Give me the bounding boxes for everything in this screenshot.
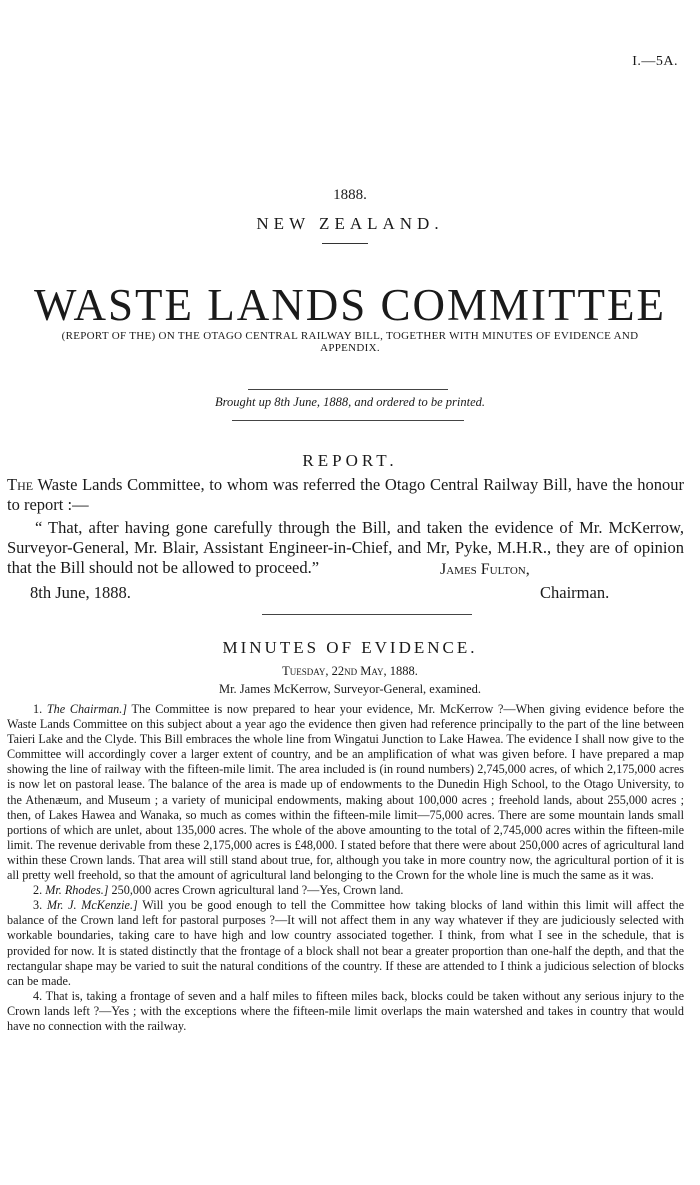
document-title: WASTE LANDS COMMITTEE — [34, 280, 666, 330]
question-number: 2. — [33, 883, 43, 898]
report-intro-text: Waste Lands Committee, to whom was referred the Otago Central Railway Bill, have the honour to report :— — [7, 475, 684, 514]
question-number: 4. — [33, 988, 43, 1003]
evidence-question — [7, 989, 684, 1034]
evidence-question — [7, 702, 684, 883]
question-text: 250,000 acres Crown agricultural land ?—Yes, Crown land. — [108, 883, 404, 898]
document-subtitle: (REPORT OF THE) ON THE OTAGO CENTRAL RAILWAY BILL, TOGETHER WITH MINUTES OF EVIDENCE AND APPENDIX. — [61, 330, 639, 354]
sitting-date: Tuesday, 22nd May, 1888. — [282, 664, 418, 678]
report-intro-paragraph — [7, 475, 684, 515]
divider-rule — [262, 614, 472, 615]
brought-up-note: Brought up 8th June, 1888, and ordered to be printed. — [214, 395, 486, 409]
divider-rule — [322, 243, 368, 244]
evidence-question — [7, 883, 684, 898]
chairman-signature-name: James Fulton, — [440, 561, 530, 578]
report-date: 8th June, 1888. — [30, 583, 131, 602]
question-speaker: The Chairman.] — [46, 702, 128, 716]
report-heading: REPORT. — [302, 451, 398, 470]
question-number: 1. — [33, 702, 43, 716]
chairman-role: Chairman. — [540, 583, 610, 602]
question-speaker: Mr. Rhodes.] — [45, 883, 109, 898]
paper-reference: I.—5A. — [632, 54, 678, 69]
question-text: That is, taking a frontage of seven and a half miles to fifteen miles back, blocks could be taken without any serious injury to the Crown lands left ?—Yes ; with the exceptions where the fifteen-mile limit overlaps the main watershed and takes in country that would have no connection with the railway. — [7, 988, 684, 1033]
question-text: The Committee is now prepared to hear your evidence, Mr. McKerrow ?—When giving evidence before the Waste Lands Committee on this subject about a year ago the evidence then given had reference principally to the part of the line between Taieri Lake and the Clyde. This Bill embraces the whole line from Wingatui Junction to Lake Hawea. The evidence I shall now give to the Committee will accordingly cover a larger extent of country, and be an amplification of what was given before. I have prepared a map showing the line of railway with the fifteen-mile limit. The area included is (in round numbers) 2,745,000 acres, of which 2,175,000 acres is now let on pastoral lease. The balance of the area is made up of endowments to the Dunedin High School, to the Otago University, to the Athenæum, and Museum ; a variety of municipal endowments, making about 100,000 acres ; freehold lands, about 255,000 acres ; then, of Lakes Hawea and Wanaka, so much as comes within the fifteen-mile limit—75,000 acres. There are some mountain lands small portions of which are unlet, about 135,000 acres. The whole of the above amounting to the total of 2,745,000 acres within the fifteen-mile limit. The revenue derivable from these 2,175,000 acres is £48,000. I stated before that there were about 250,000 acres of agricultural land within these Crown lands. That area will still stand about true, for, although you take in more country now, the agricultural portion of it is all pretty well freehold, so that the amount of agricultural land belonging to the Crown for the whole line is much the same as it was. — [7, 702, 684, 883]
question-speaker: Mr. J. McKenzie.] — [46, 898, 138, 913]
minutes-heading: MINUTES OF EVIDENCE. — [222, 638, 478, 657]
divider-rule — [248, 389, 448, 390]
report-intro-lead: The — [7, 475, 34, 494]
report-resolution-paragraph: “ That, after having gone carefully through the Bill, and taken the evidence of Mr. McKerrow, Surveyor-General, Mr. Blair, Assistant Engineer-in-Chief, and Mr, Pyke, M.H.R., they are of opinion that the Bill should not be allowed to proceed.” — [7, 518, 684, 577]
divider-rule — [232, 420, 464, 421]
evidence-body — [7, 702, 684, 1034]
evidence-question — [7, 898, 684, 989]
publication-year: 1888. — [333, 187, 367, 203]
witness-line: Mr. James McKerrow, Surveyor-General, examined. — [218, 682, 482, 696]
question-text: Will you be good enough to tell the Committee how taking blocks of land within this limit will affect the balance of the Crown land left for pastoral purposes ?—It will not affect them in any way whatever if they are judiciously selected with workable boundaries, taking care to have high and low country associated together. I think, from what I see in the schedule, that is provided for now. It is stated distinctly that the frontage of a block shall not bear a greater proportion than one-half the depth, and that the rectangular shape may be varied to suit the natural conditions of the country. If these are attended to I think a judicious selection of blocks can be made. — [7, 898, 684, 988]
country-heading: NEW ZEALAND. — [256, 214, 444, 233]
question-number: 3. — [33, 898, 43, 913]
